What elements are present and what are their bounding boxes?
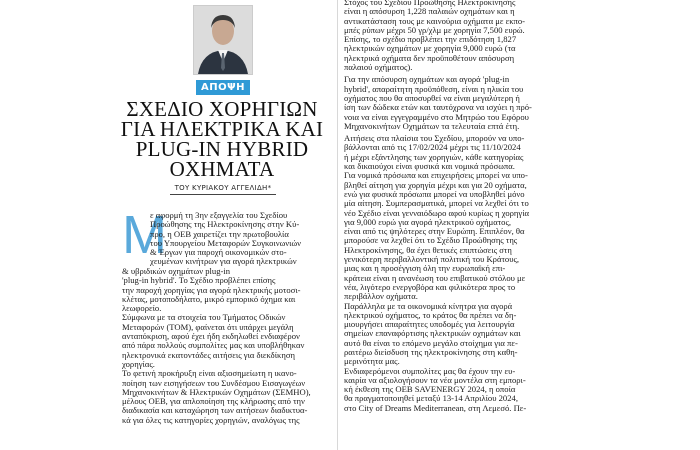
text-line: την παροχή χορηγίας για αγορά ηλεκτρικής μοτοσι- bbox=[122, 285, 301, 295]
left-column-body bbox=[122, 267, 330, 425]
text-line: Παράλληλα με τα οικονομικά κίνητρα για αγορά bbox=[344, 301, 513, 311]
text-line: ραιτέρω διείσδυση της ηλεκτροκίνησης στη καθη- bbox=[344, 347, 518, 357]
text-line: αντικατάσταση τους με καινούρια οχήματα με εκπο- bbox=[344, 16, 526, 26]
text-line: Για την απόσυρση οχημάτων και αγορά 'plug-in bbox=[344, 75, 510, 85]
text-line: οχήματος που θα αποσυρθεί να είναι μεγαλύτερη ή bbox=[344, 93, 520, 103]
text-line: μπές ρύπων μέχρι 50 γρ/χλμ με χορηγία 7,500 ευρώ. bbox=[344, 25, 525, 35]
text-line: 'plug-in hybrid'. Το Σχέδιο προβλέπει επίσης bbox=[122, 276, 276, 286]
title-line: ΓΙΑ ΗΛΕΚΤΡΙΚΑ ΚΑΙ bbox=[120, 117, 324, 141]
text-line: ίση των δώδεκα ετών και ταυτόχρονα να ισχύει η πρό- bbox=[344, 103, 532, 113]
text-line: hybrid', απαραίτητη προϋπόθεση, είναι η ηλικία του bbox=[344, 84, 524, 94]
text-line: Μηχανοκινήτων & Ηλεκτρικών Οχημάτων (ΣΕΜΗΟ), bbox=[122, 387, 311, 397]
text-line: βληθεί αίτηση για χορηγία μέχρι και για 20 οχήματα, bbox=[344, 180, 527, 190]
text-line: ή μέχρι εξάντλησης των χορηγιών, κάθε κατηγορίας bbox=[344, 152, 524, 162]
text-line: νέα, λιγότερο ενεργοβόρα και φιλικότερα προς το bbox=[344, 282, 516, 292]
text-line: λεωφορείο. bbox=[122, 304, 162, 314]
text-line: κά για όλες τις κατηγορίες χορηγιών, αναλόγως της bbox=[122, 415, 300, 425]
text-line: Αιτήσεις στα πλαίσια του Σχεδίου, μπορούν να υπο- bbox=[344, 134, 525, 144]
article-title bbox=[120, 99, 324, 179]
text-line: ανταπόκριση, αφού έχει ήδη εκδηλωθεί ενδιαφέρον bbox=[122, 332, 300, 342]
text-line: χευμένων κινήτρων για αγορά ηλεκτρικών bbox=[150, 257, 297, 267]
text-line: θα πραγματοποιηθεί μεταξύ 13-14 Απριλίου 2024, bbox=[344, 394, 518, 404]
text-line: διαδικασία και καταχώρηση των αιτήσεων διαδικτυα- bbox=[122, 406, 308, 416]
text-line: Επίσης, το σχέδιο προβλέπει την επιδότηση 1,827 bbox=[344, 35, 517, 45]
text-line: κράτεια είναι η ανανέωση του επιβατικού στόλου με bbox=[344, 273, 526, 283]
text-line: Το φετινή προκήρυξη είναι αξιοσημείωτη η ικανο- bbox=[122, 369, 297, 379]
text-line: ηλεκτρονικά εκατοντάδες αιτήσεις για διεκδίκηση bbox=[122, 350, 295, 360]
text-line: αυτό θα είναι το επόμενο μεγάλο στοίχημα για πε- bbox=[344, 338, 518, 348]
author-byline: ΤΟΥ ΚΥΡΙΑΚΟΥ ΑΓΓΕΛΙΔΗ* bbox=[174, 184, 272, 192]
text-line: νοια να είναι εγγεγραμμένο στο Μητρώο του Εφόρου bbox=[344, 112, 529, 122]
text-line: ενώ για φυσικά πρόσωπα μπορεί να υποβληθεί μόνο bbox=[344, 189, 525, 199]
text-line: μερινότητα μας. bbox=[344, 357, 400, 367]
text-line: χορηγίας. bbox=[122, 359, 155, 369]
text-line: νέο Σχέδιο είναι γενναιόδωρο αφού κυρίως η χορηγία bbox=[344, 208, 530, 218]
text-line: σημείων επαναφόρτισης ηλεκτρικών οχημάτων και bbox=[344, 329, 521, 339]
title-line: PLUG-IN HYBRID bbox=[135, 137, 309, 161]
text-line: Μεταφορών (ΤΟΜ), φαίνεται ότι υπάρχει μεγάλη bbox=[122, 322, 294, 332]
section-label-opinion: ΑΠΟΨΗ bbox=[196, 80, 250, 95]
text-line: προ, η ΟΕΒ χαιρετίζει την πρωτοβουλία bbox=[150, 229, 289, 239]
text-line: του Υπουργείου Μεταφορών Συγκοινωνιών bbox=[150, 238, 302, 248]
text-line: μία αίτηση. Συμπερασματικά, μπορεί να λεχθεί ότι το bbox=[344, 199, 529, 209]
text-line: γενικότερη περιβαλλοντική πολιτική του Κράτους, bbox=[344, 255, 520, 265]
text-line: βάλλονται από τις 17/02/2024 μέχρι τις 11/10/2024 bbox=[344, 143, 521, 153]
text-line: παλαιού οχήματος). bbox=[344, 63, 413, 73]
text-line: κή έκθεση της ΟΕΒ SAVENERGY 2024, η οποία bbox=[344, 385, 516, 395]
drop-cap: Μ bbox=[122, 205, 167, 265]
text-line: και δικαιούχοι είναι φυσικά και νομικά πρόσωπα. bbox=[344, 162, 515, 172]
text-line: Ηλεκτροκίνησης, θα έχει θετικές επιπτώσεις στη bbox=[344, 245, 512, 255]
author-photo bbox=[193, 5, 253, 75]
text-line: μπορούσε να λεχθεί ότι το Σχέδιο Προώθησης της bbox=[344, 236, 518, 246]
right-column-body bbox=[344, 0, 576, 413]
text-line: Στόχος του Σχεδίου Προώθησης Ηλεκτροκίνησης bbox=[344, 0, 516, 7]
column-divider bbox=[337, 0, 338, 450]
text-line: μιας και η προσέγγιση όλη την ευρωπαϊκή επι- bbox=[344, 264, 506, 274]
text-line: κλέτας, μοτοποδήλατο, μικρό εμπορικό όχημα και bbox=[122, 294, 296, 304]
text-line: είναι από τις ψηλότερες στην Ευρώπη. Επιπλέον, θα bbox=[344, 227, 525, 237]
text-line: μέλους ΟΕΒ, για απλοποίηση της κλήρωσης από την bbox=[122, 397, 305, 407]
text-line: Προώθησης της Ηλεκτροκίνησης στην Κύ- bbox=[150, 220, 300, 230]
text-line: Σύμφωνα με τα στοιχεία του Τμήματος Οδικών bbox=[122, 313, 286, 323]
text-line: από πάρα πολλούς συμπολίτες μας και υποβλήθηκαν bbox=[122, 341, 305, 351]
text-line: είναι η απόσυρση 1,228 παλαιών οχημάτων και η bbox=[344, 7, 515, 17]
text-line: ηλεκτρικά οχήματα δεν προϋποθέτουν απόσυρση bbox=[344, 53, 515, 63]
author-portrait-image bbox=[194, 6, 252, 74]
text-line: καιρία να αξιολογήσουν τα νέα μοντέλα στη εμπορι- bbox=[344, 375, 526, 385]
text-line: & Έργων για παροχή οικονομικών στο- bbox=[150, 248, 287, 258]
text-line: & υβριδικών οχημάτων plug-in bbox=[122, 267, 231, 276]
text-line: στο City of Dreams Mediterranean, στη Λεμεσό. Πε- bbox=[344, 403, 527, 413]
text-line: Ενδιαφερόμενοι συμπολίτες μας θα έχουν την ευ- bbox=[344, 366, 516, 376]
text-line: Μηχανοκινήτων Οχημάτων τα τελευταία επτά έτη. bbox=[344, 121, 520, 131]
text-line: ηλεκτρικών οχημάτων με χορηγία 9,000 ευρώ (τα bbox=[344, 44, 516, 54]
text-line: ποίηση των εισηγήσεων του Συνδέσμου Εισαγωγέων bbox=[122, 378, 306, 388]
text-line: μιουργήσει απαραίτητες υποδομές για λειτουργία bbox=[344, 320, 515, 330]
title-line: ΣΧΕΔΙΟ ΧΟΡΗΓΙΩΝ bbox=[126, 97, 318, 121]
title-line: ΟΧΗΜΑΤΑ bbox=[169, 157, 275, 181]
left-column-dropcap-lines bbox=[150, 211, 328, 267]
text-line: για 9,000 ευρώ για αγορά ηλεκτρικού οχήματος, bbox=[344, 217, 512, 227]
text-line: Για νομικά πρόσωπα και επιχειρήσεις μπορεί να υπο- bbox=[344, 171, 528, 181]
text-line: ε αφορμή τη 3ην εξαγγελία του Σχεδίου bbox=[150, 211, 288, 220]
text-line: ηλεκτρικού οχήματος, το κράτος θα πρέπει να δη- bbox=[344, 310, 517, 320]
text-line: περιβάλλον οχήματα. bbox=[344, 292, 418, 302]
byline-rule bbox=[170, 194, 276, 195]
